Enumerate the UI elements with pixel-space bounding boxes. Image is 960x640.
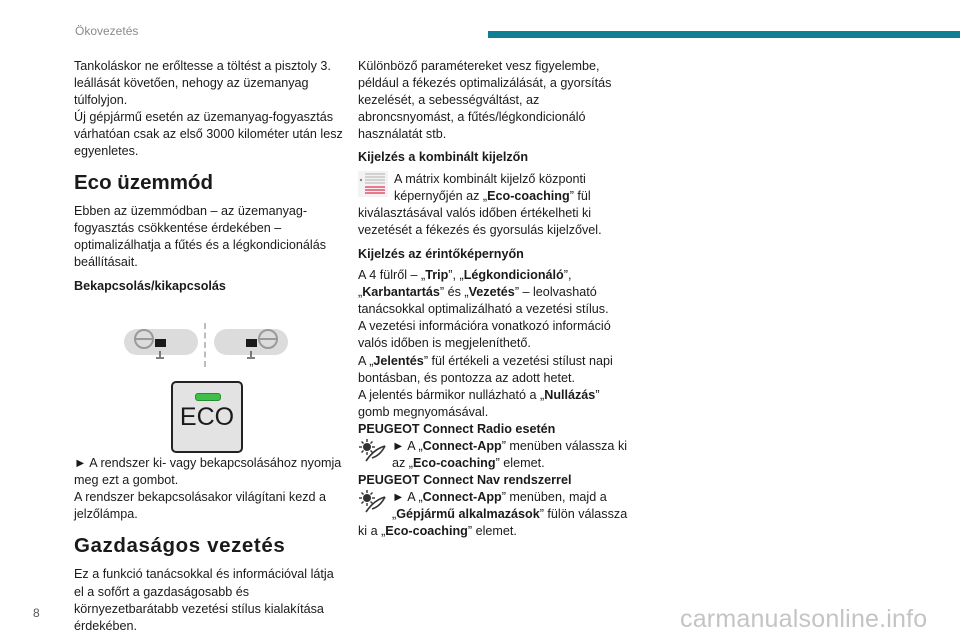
eco-indicator-led bbox=[195, 393, 221, 401]
eco-toggle-instruction: ► A rendszer ki- vagy bekapcsolásához nyomja meg ezt a gombot. bbox=[74, 456, 342, 488]
section-header: Ökovezetés bbox=[75, 24, 139, 38]
touchscreen-tabs-text: A 4 fülről – „Trip”, „Légkondicionáló”, „Karbantartás” és „Vezetés” – leolvasható tanácsokkal optimalizálható a vezetési stílus. bbox=[358, 268, 609, 317]
cluster-heading: Kijelzés a kombinált kijelzőn bbox=[358, 150, 529, 165]
eco-mode-heading: Eco üzemmód bbox=[74, 170, 213, 194]
eco-led-note: A rendszer bekapcsolásakor világítani kezd a jelzőlámpa. bbox=[74, 490, 327, 522]
onoff-heading: Bekapcsolás/kikapcsolás bbox=[74, 278, 226, 293]
reset-report-text: A jelentés bármikor nullázható a „Nullázás” gomb megnyomásával. bbox=[358, 387, 600, 419]
variant-divider bbox=[204, 323, 206, 367]
page-number: 8 bbox=[33, 606, 40, 620]
instrument-cluster-icon bbox=[358, 171, 388, 202]
connect-app-icon bbox=[358, 438, 386, 467]
connect-app-icon bbox=[358, 489, 386, 518]
touchscreen-heading: Kijelzés az érintőképernyőn bbox=[358, 246, 524, 261]
console-right-illustration bbox=[214, 329, 288, 355]
connect-radio-heading: PEUGEOT Connect Radio esetén bbox=[358, 421, 556, 436]
watermark: carmanualsonline.info bbox=[680, 605, 928, 633]
cluster-text: A mátrix kombinált kijelző központi képernyőjén az „Eco-coaching” fül kiválasztásával valós időben értékelheti ki vezetését a fékezés és gyorsulás kijelzővel. bbox=[358, 171, 602, 237]
eco-button-figure bbox=[74, 301, 346, 449]
parameters-text: Különböző paramétereket vesz figyelembe, például a fékezés optimalizálását, a gyorsítás kezelését, a sebességváltást, az abroncsnyomást, a fűtés/légkondicionáló használatát stb. bbox=[358, 59, 612, 142]
realtime-info-text: A vezetési információra vonatkozó információ valós időben is megjeleníthető. bbox=[358, 319, 611, 351]
eco-button-label: ECO bbox=[179, 403, 235, 432]
connect-nav-text: ► A „Connect-App” menüben, majd a „Gépjármű alkalmazások” fülön válassza ki a „Eco-coaching” elemet. bbox=[358, 490, 628, 539]
eco-mode-text: Ebben az üzemmódban – az üzemanyag-fogyasztás csökkentése érdekében – optimalizálhatja a fűtés és a légkondicionálás beállításait. bbox=[74, 203, 327, 269]
eco-button[interactable] bbox=[171, 381, 243, 453]
new-vehicle-note: Új gépjármű esetén az üzemanyag-fogyasztás várhatóan csak az első 3000 kilométer után lesz egyenletes. bbox=[74, 110, 343, 159]
report-tab-text: A „Jelentés” fül értékeli a vezetési stílust napi bontásban, és pontozza az adott hetet. bbox=[358, 353, 613, 385]
economical-driving-text: Ez a funkció tanácsokkal és információval látja el a sofőrt a gazdaságosabb és környezetbarátabb vezetési stílus kialakítása érdekében. bbox=[74, 567, 334, 633]
console-left-illustration bbox=[124, 329, 198, 355]
header-accent-bar bbox=[488, 31, 960, 38]
left-column bbox=[74, 58, 346, 635]
refuel-note: Tankoláskor ne erőltesse a töltést a pisztoly 3. leállását követően, nehogy az üzemanyag túlfolyjon. bbox=[74, 59, 331, 108]
right-column bbox=[358, 58, 630, 541]
connect-radio-text: ► A „Connect-App” menüben válassza ki az „Eco-coaching” elemet. bbox=[358, 438, 630, 472]
economical-driving-heading: Gazdaságos vezetés bbox=[74, 534, 286, 558]
connect-nav-heading: PEUGEOT Connect Nav rendszerrel bbox=[358, 473, 572, 488]
